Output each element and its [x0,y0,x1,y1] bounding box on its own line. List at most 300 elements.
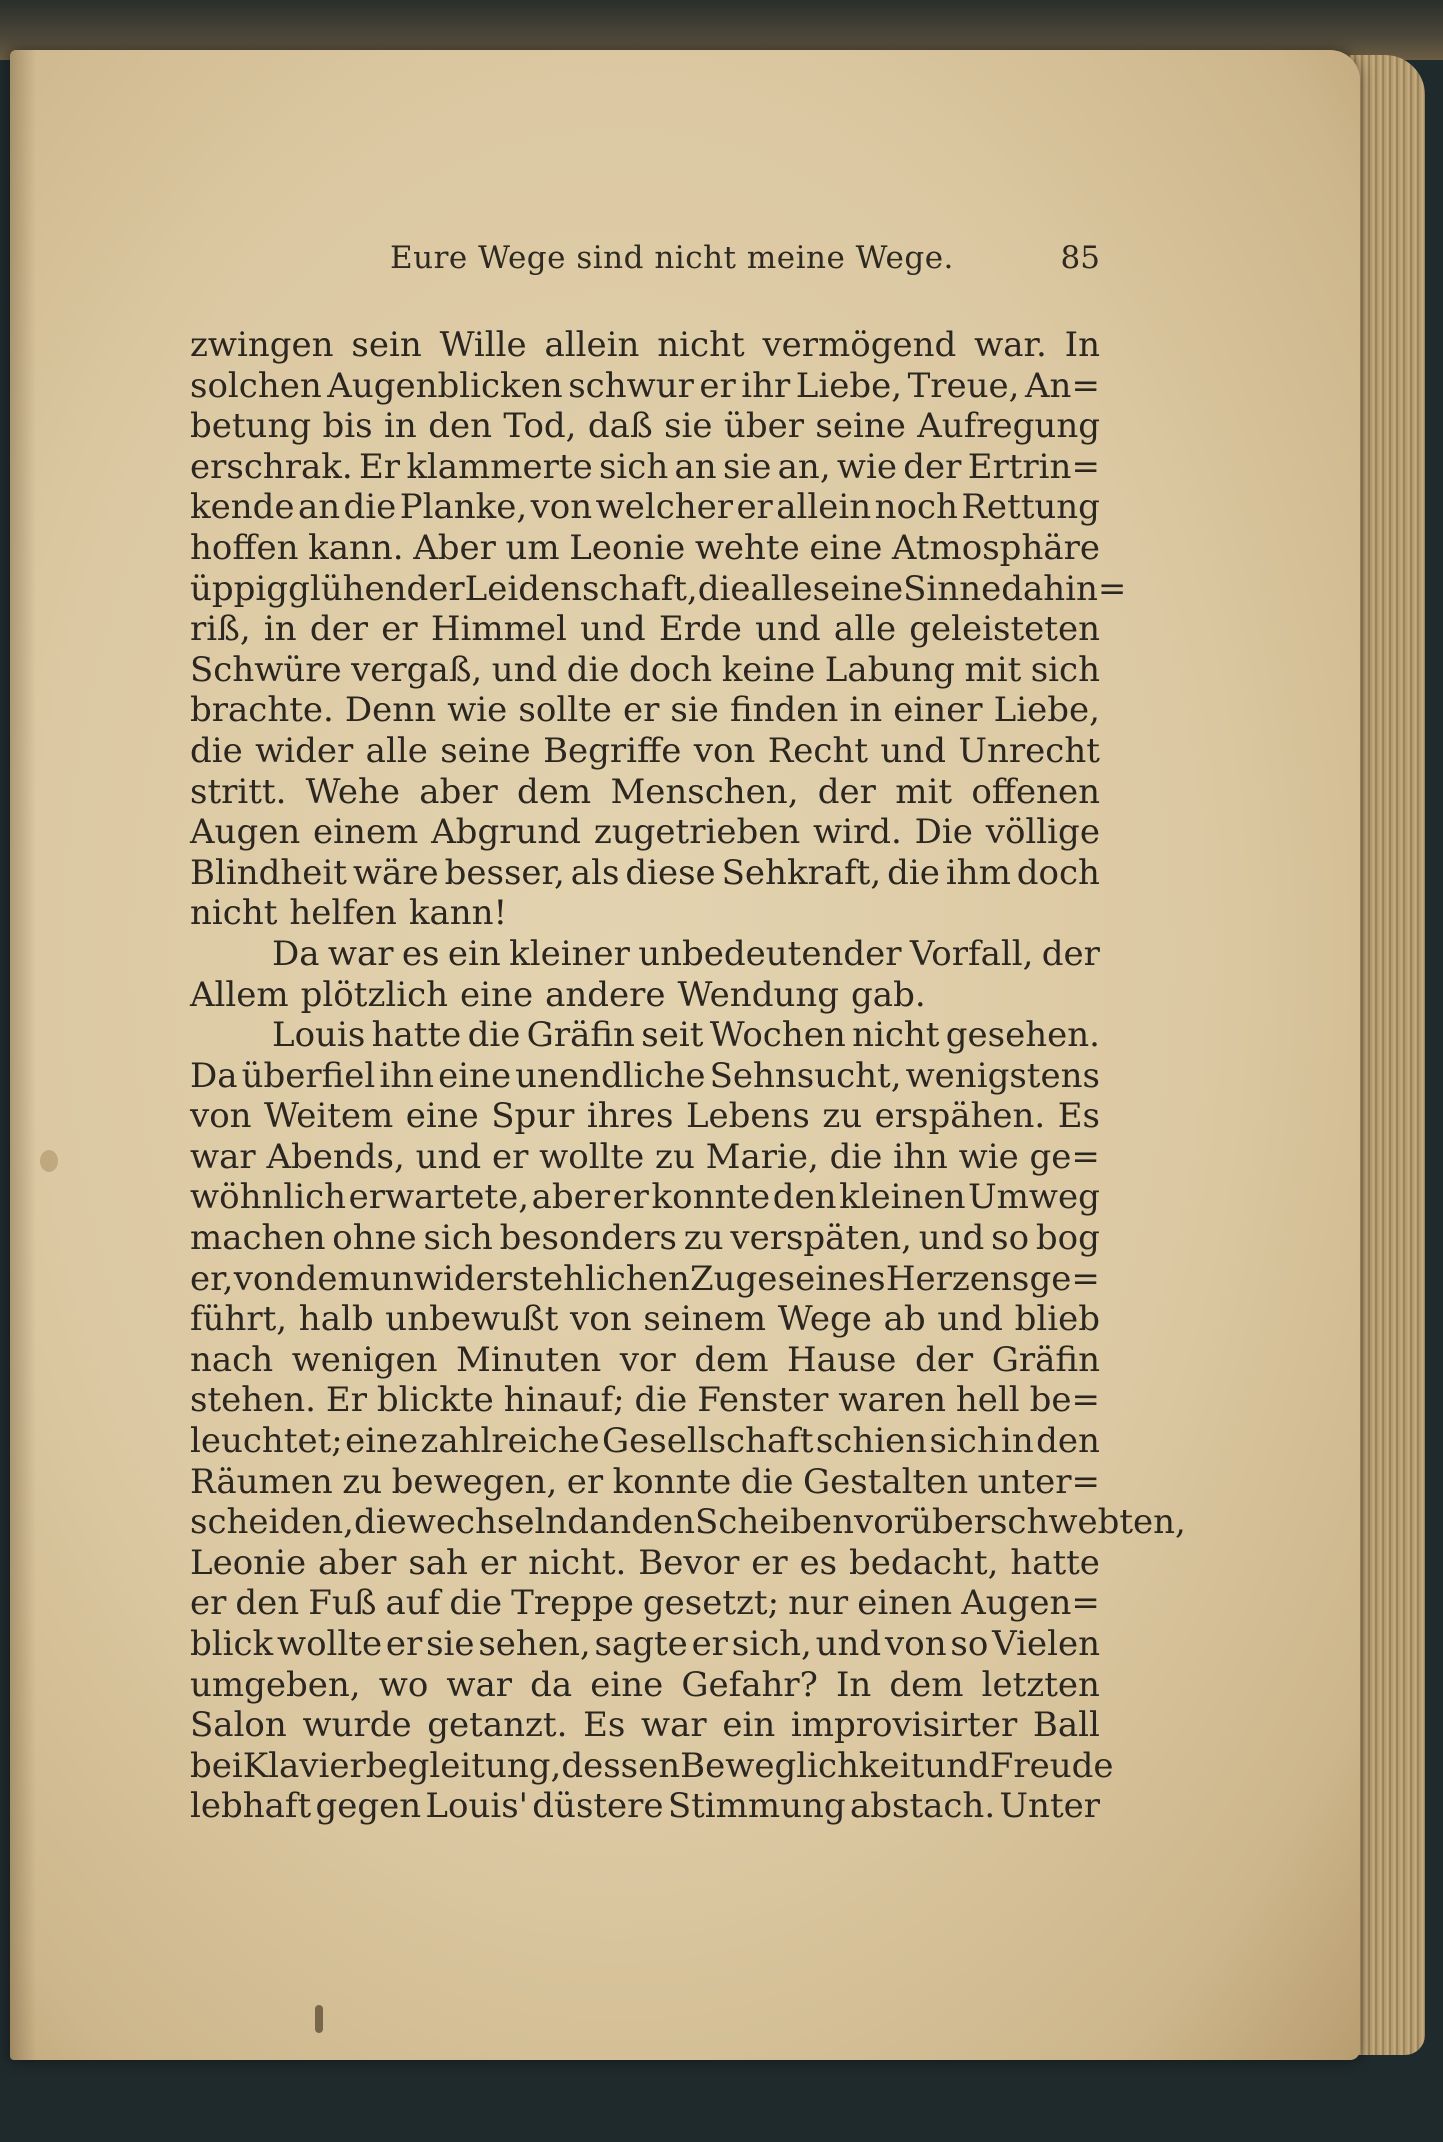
text-word: schien [815,1421,928,1462]
text-word: Spur [491,1096,575,1137]
text-word: eine [345,1421,419,1462]
text-word: Blindheit [190,852,347,893]
text-word: als [570,852,620,893]
text-word: zahlreiche [420,1421,600,1462]
text-line [190,1015,1100,1056]
text-word: einem [313,812,419,853]
text-word: Louis [272,1015,366,1056]
text-line [190,1096,1100,1137]
text-word: mit [895,771,953,812]
text-word: vorüberschwebten, [854,1502,1186,1543]
text-word: Leidenschaft, [464,568,698,609]
text-word: sein [351,325,422,365]
text-word: Wille [439,325,527,365]
text-word: Weitem [264,1096,394,1137]
text-word: bei [190,1745,243,1786]
text-word: Wendung [677,974,840,1015]
text-word: wider [255,730,354,771]
text-word: völlige [985,812,1100,853]
text-word: war [446,1664,513,1705]
text-line [190,1543,1100,1584]
text-word: offenen [971,771,1100,812]
text-word: erschrak. [190,446,353,487]
text-line [190,1177,1100,1218]
text-word: der [309,609,369,650]
text-word: Gefahr? [681,1664,818,1705]
text-line [190,812,1100,853]
text-line [190,1380,1100,1421]
text-word: ihn [893,1136,948,1177]
text-word: sagte [594,1624,688,1664]
text-word: und [815,1624,882,1664]
text-line [190,406,1100,447]
text-word: helfen [289,893,397,934]
text-word: Abgrund [431,812,582,853]
text-word: Zuge [689,1258,778,1299]
spine-shadow [10,50,36,2060]
text-word: in [1001,1421,1034,1462]
text-word: welcher [595,487,734,528]
text-word: und [755,609,821,650]
text-line [190,609,1100,650]
text-word: Wochen [709,1015,846,1056]
text-word: Da [190,1055,238,1096]
text-word: wie [836,446,898,487]
text-word: dem [694,1339,769,1380]
text-word: kleinen [839,1177,966,1218]
text-word: Scheiben [695,1502,855,1543]
text-word: halb [298,1299,374,1340]
text-word: den [1036,1421,1100,1462]
text-word: dahin= [1001,568,1127,609]
text-word: getanzt. [427,1705,568,1746]
text-word: eine [590,1664,664,1705]
text-line [190,447,1100,488]
text-word: Planke, [399,487,528,528]
text-word: aber [531,1177,610,1218]
text-word: Lebens [685,1096,810,1137]
text-word: wie [447,690,508,731]
text-word: Fenster [697,1380,829,1421]
text-word: Liebe, [795,365,903,406]
text-word: die [343,487,397,528]
text-word: Menschen, [610,771,799,812]
text-word: hinauf; [503,1380,625,1421]
text-word: vermögend [762,325,957,365]
text-word: ihm [945,852,1011,893]
text-word: Die [914,812,973,853]
text-word: in [263,609,297,650]
text-word: er [736,487,773,528]
text-word: seit [641,1015,704,1056]
text-word: Ball [1032,1705,1100,1746]
text-line [190,893,1100,934]
text-word: Marie, [705,1136,819,1177]
text-word: Stimmung [667,1786,846,1827]
text-word: Bevor [638,1542,740,1583]
running-header [190,240,1100,290]
text-word: Leonie [190,1542,307,1583]
text-word: Liebe, [993,690,1100,731]
text-word: er [691,1624,728,1664]
text-word: hatte [371,1015,462,1056]
text-word: war [641,1705,707,1746]
text-word: geleisteten [909,609,1100,650]
text-word: gesetzt; [642,1583,780,1624]
text-word: Salon [190,1705,287,1746]
text-word: die [449,1583,503,1624]
text-word: solchen [190,365,322,406]
text-word: Aber [413,527,496,568]
text-word: der [817,771,876,812]
text-word: ihr [741,365,791,406]
text-word: hatte [1010,1542,1100,1583]
text-word: alle [833,609,897,650]
text-word: er [622,690,660,731]
text-word: Leonie [569,527,686,568]
text-line [190,1056,1100,1097]
text-word: der [915,1339,974,1380]
text-word: betung [190,406,312,447]
text-word: nicht [852,1015,940,1056]
text-word: ihres [586,1096,674,1137]
text-word: wurde [302,1705,412,1746]
text-word: überfiel [241,1055,376,1096]
text-word: letzten [981,1664,1100,1705]
text-word: von [530,487,593,528]
text-word: ge= [1029,1258,1100,1299]
text-word: andere [545,974,666,1015]
text-word: er [612,1177,649,1218]
text-word: üppig [190,568,289,609]
text-word: unbewußt [385,1299,559,1340]
text-word: ein [722,1705,776,1746]
text-word: und [918,1218,985,1259]
text-word: Es [1057,1096,1100,1137]
text-word: abstach. [849,1786,996,1827]
text-word: an [674,446,717,487]
text-word: Tod, [503,406,577,447]
text-word: leuchtet; [190,1421,343,1462]
text-word: Louis' [425,1786,529,1827]
text-word: Augen [190,812,301,853]
paper-stain [315,2005,323,2033]
text-line [190,1421,1100,1462]
text-word: wehte [694,527,800,568]
text-word: eine [809,527,883,568]
text-word: hoffen [190,527,299,568]
text-word: und [937,1299,1003,1340]
text-word: Minuten [456,1339,602,1380]
text-line [190,568,1127,610]
text-word: sollte [518,690,612,731]
text-word: an [297,487,341,528]
text-word: der [903,446,962,487]
text-word: An= [1025,365,1100,406]
text-line [190,853,1100,894]
text-word: seines [777,1258,886,1299]
text-word: erspähen. [874,1096,1046,1137]
text-word: die [353,1502,407,1543]
text-word: Rettung [961,487,1100,528]
text-word: waren [838,1380,946,1421]
text-word: und [415,1136,482,1177]
text-word: Atmosphäre [891,527,1100,568]
text-word: diese [625,852,716,893]
text-word: mit [964,649,1022,690]
running-title: Eure Wege sind nicht meine Wege. [390,240,954,276]
text-word: schwur [568,365,694,406]
text-word: sich [1030,649,1100,690]
text-word: Sehnsucht, [709,1055,902,1096]
text-word: wenigen [291,1339,438,1380]
text-word: scheiden, [190,1502,354,1543]
text-word: klammerte [406,446,593,487]
text-word: kann! [408,893,508,934]
text-word: aber [317,1542,397,1583]
text-word: allein [776,487,872,528]
text-word: konnte [612,1461,732,1502]
text-word: improvisirter [790,1705,1018,1746]
text-word: Allem [190,974,289,1015]
text-line [190,366,1100,407]
text-word: Da [272,933,320,974]
text-word: er [385,1624,423,1664]
text-word: alle [750,568,813,609]
text-word: besser, [444,852,565,893]
body-text [190,325,1186,1827]
text-word: machen [190,1218,326,1259]
text-word: eine [405,1096,479,1137]
text-word: be= [1029,1380,1100,1421]
text-word: unwiderstehlichen [369,1258,690,1299]
text-word: sie [664,406,713,447]
text-word: an [589,1502,632,1543]
text-word: Er [325,1380,367,1421]
text-word: er [751,1542,788,1583]
text-word: blick [190,1624,274,1664]
text-word: nicht. [528,1542,627,1583]
text-word: sah [408,1542,468,1583]
text-word: er, [190,1258,234,1299]
text-word: Wege [777,1299,872,1340]
text-word: die [740,1461,794,1502]
text-word: verspäten, [730,1218,912,1259]
text-word: er [566,1461,604,1502]
text-word: seine [440,730,531,771]
text-word: die [190,730,243,771]
text-word: sich [423,1218,493,1259]
text-word: den [772,1177,837,1218]
text-word: plötzlich [300,974,449,1015]
text-line [190,1299,1100,1340]
text-word: war [327,933,394,974]
text-word: besonders [499,1218,677,1259]
text-line [190,1340,1100,1381]
text-word: wird. [813,812,902,853]
text-word: er [479,1542,517,1583]
text-word: wollte [276,1624,383,1664]
text-word: unendliche [515,1055,706,1096]
text-word: Er [358,446,401,487]
text-word: war. [974,325,1047,365]
text-word: ihn [379,1055,435,1096]
text-line [190,1502,1186,1543]
text-word: glühender [288,568,465,609]
text-word: wie [958,1136,1019,1177]
text-word: den [631,1502,695,1543]
text-word: nicht [657,325,745,365]
text-line [190,1624,1100,1665]
text-word: wechselnd [406,1502,590,1543]
text-word: allein [544,325,640,365]
text-word: ab [883,1299,926,1340]
text-word: dessen [561,1745,681,1786]
text-word: in [384,406,417,447]
text-word: er [381,609,418,650]
text-word: Treppe [511,1583,634,1624]
text-word: eine [438,1055,512,1096]
text-word: zu [683,1218,724,1259]
text-word: seine [815,406,906,447]
text-word: Denn [344,690,437,731]
text-word: noch [874,487,958,528]
text-word: gab. [851,974,926,1015]
text-word: Gesellschaft [602,1421,814,1462]
text-word: In [1064,325,1100,365]
text-word: wöhnlich [190,1177,347,1218]
text-word: und [491,649,558,690]
text-word: zu [822,1096,863,1137]
text-word: ohne [332,1218,417,1259]
text-word: Vorfall, [909,933,1034,974]
text-word: düstere [532,1786,664,1827]
text-word: war [190,1136,256,1177]
text-word: ein [447,933,501,974]
text-word: gegen [315,1786,422,1827]
text-word: von [190,1096,252,1137]
text-word: Räumen [190,1461,333,1502]
text-word: Abends, [266,1136,405,1177]
text-word: von [233,1258,296,1299]
text-word: und [880,730,946,771]
text-word: In [835,1664,872,1705]
text-word: zwingen [190,325,334,365]
text-word: so [991,1218,1030,1259]
text-word: die [697,568,751,609]
text-word: der [1041,933,1100,974]
text-word: die [467,1015,521,1056]
text-word: in [849,690,883,731]
text-word: alle [365,730,428,771]
text-word: Unrecht [958,730,1100,771]
text-word: nicht [190,893,278,934]
text-word: Wehe [305,771,400,812]
text-word: an, [777,446,831,487]
text-word: es [401,933,440,974]
text-word: unter= [977,1461,1100,1502]
text-word: bewegen, [391,1461,558,1502]
text-word: auf [385,1583,441,1624]
text-word: dem [517,771,592,812]
text-word: einer [893,690,983,731]
text-word: konnte [651,1177,771,1218]
text-word: die [829,1136,883,1177]
text-word: und [924,1745,990,1786]
text-word: die [887,852,940,893]
text-line [190,325,1100,366]
text-word: brachte. [190,690,334,731]
text-word: doch [1016,852,1100,893]
text-line [190,772,1100,813]
text-line [190,1583,1100,1624]
text-line [190,1705,1100,1746]
text-word: Labung [824,649,955,690]
text-word: bog [1035,1218,1100,1259]
text-word: bedacht, [849,1542,999,1583]
text-word: er [190,1583,227,1624]
text-line [190,650,1100,691]
text-line [190,1137,1100,1178]
text-word: stehen. [190,1380,316,1421]
text-line [190,975,1100,1016]
text-word: zu [655,1136,695,1177]
text-word: nur [788,1583,849,1624]
page-number: 85 [1060,240,1100,276]
text-word: von [693,730,756,771]
text-word: Gräfin [526,1015,635,1056]
text-word: gesehen. [945,1015,1100,1056]
text-line [190,690,1100,731]
text-line [190,528,1100,569]
text-word: hell [955,1380,1020,1421]
text-word: aber [419,771,498,812]
text-word: von [885,1624,947,1664]
text-word: sich [598,446,669,487]
text-word: sich [929,1421,999,1462]
text-word: Gräfin [991,1339,1100,1380]
text-word: den [235,1583,300,1624]
text-word: Erde [658,609,742,650]
text-word: vor [619,1339,676,1380]
text-word: blieb [1014,1299,1100,1340]
text-word: um [505,527,560,568]
text-word: Schwüre [190,649,342,690]
text-word: ge= [1029,1136,1100,1177]
text-word: umgeben, [190,1664,361,1705]
text-line [190,1462,1100,1503]
text-word: daß [587,406,653,447]
text-word: wäre [352,852,439,893]
text-word: lebhaft [190,1786,312,1827]
text-word: riß, [190,609,251,650]
text-word: dem [889,1664,964,1705]
text-word: vergaß, [351,649,483,690]
text-word: sie [670,690,719,731]
text-word: Hause [787,1339,897,1380]
text-word: von [570,1299,632,1340]
text-word: Fuß [308,1583,377,1624]
text-word: sich, [731,1624,812,1664]
text-word: die [634,1380,688,1421]
text-word: kende [190,487,295,528]
text-word: kleiner [509,933,630,974]
text-word: erwartete, [348,1177,530,1218]
text-word: er [699,365,736,406]
text-word: und [580,609,646,650]
text-word: finden [729,690,839,731]
text-line [190,1786,1100,1827]
